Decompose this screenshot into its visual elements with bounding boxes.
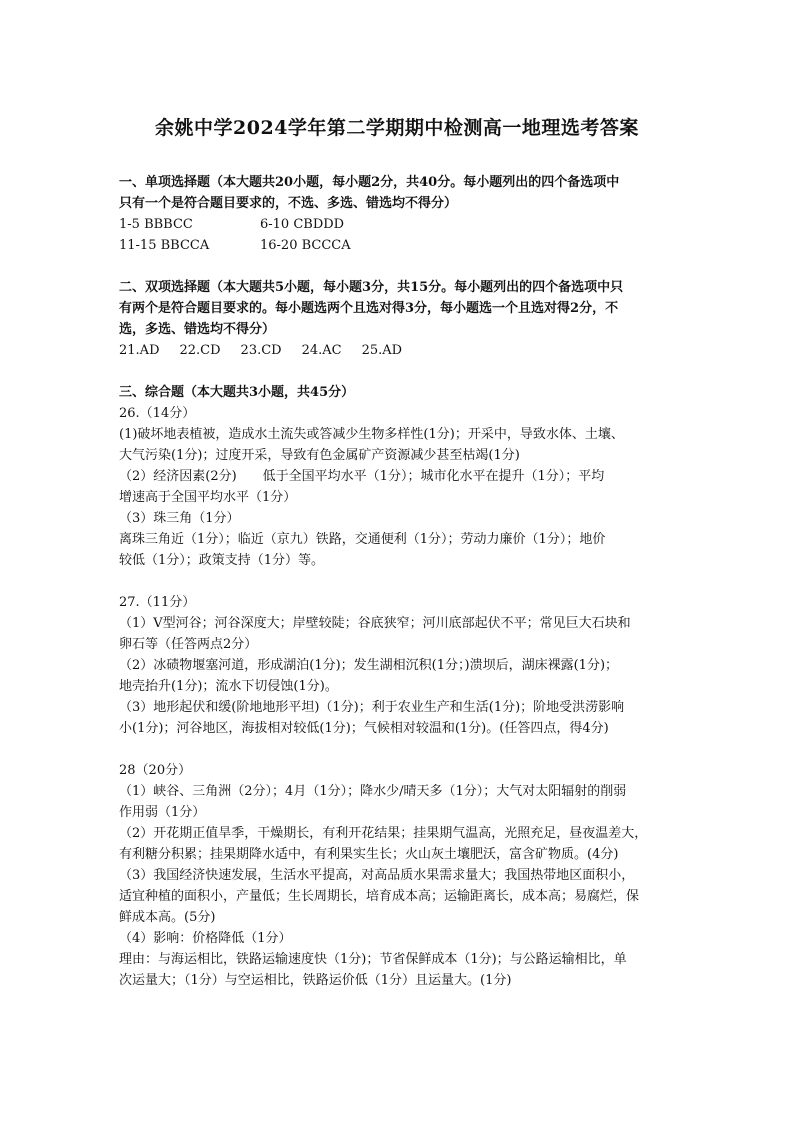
answer-item: 24.AC bbox=[301, 343, 342, 358]
section-comprehensive bbox=[119, 382, 684, 991]
answer-row bbox=[119, 340, 684, 361]
q26-line: 增速高于全国平均水平（1分） bbox=[119, 490, 297, 505]
q26-line: （2）经济因素(2分) 低于全国平均水平（1分）；城市化水平在提升（1分）；平均 bbox=[119, 469, 605, 484]
section1-heading-line-2: 只有一个是符合题目要求的，不选、多选、错选均不得分） bbox=[119, 196, 458, 211]
answer-group: 11-15 BBCCA bbox=[119, 238, 210, 253]
answer-item: 22.CD bbox=[179, 343, 221, 358]
q27-line: 地壳抬升(1分)；流水下切侵蚀(1分)。 bbox=[119, 679, 338, 694]
q28-line: 理由：与海运相比，铁路运输速度快（1分)；节省保鲜成本（1分)；与公路运输相比，单 bbox=[119, 952, 627, 967]
q26-line: 大气污染(1分)；过度开采，导致有色金属矿产资源减少甚至枯竭(1分) bbox=[119, 448, 520, 463]
section2-heading-line-1: 二、双项选择题（本大题共5小题，每小题3分，共15分。每小题列出的四个备选项中只 bbox=[119, 280, 624, 295]
q28-line: （1）峡谷、三角洲（2分）；4月（1分）；降水少/晴天多（1分）；大气对太阳辐射的削弱 bbox=[119, 784, 627, 799]
answer-item: 25.AD bbox=[361, 343, 403, 358]
q27-line: 小(1分)；河谷地区，海拔相对较低(1分)；气候相对较温和(1分)。(任答四点，得4分) bbox=[119, 721, 609, 736]
answer-row bbox=[119, 235, 684, 256]
q26-line: (1)破坏地表植被，造成水土流失或答减少生物多样性(1分)；开采中，导致水体、土壤、 bbox=[119, 427, 624, 442]
question-28 bbox=[119, 760, 684, 991]
q28-line: （3）我国经济快速发展，生活水平提高，对高品质水果需求量大；我国热带地区面积小， bbox=[119, 868, 635, 883]
q28-line: （2）开花期正值旱季，干燥期长，有利开花结果；挂果期气温高，光照充足，昼夜温差大， bbox=[119, 826, 648, 841]
q27-line: （3）地形起伏和缓(阶地地形平坦)（1分)；利于农业生产和生活(1分)；阶地受洪涝影响 bbox=[119, 700, 625, 715]
q26-line: 较低（1分）；政策支持（1分）等。 bbox=[119, 553, 325, 568]
q27-line: 卵石等（任答两点2分） bbox=[119, 637, 258, 652]
q27-line: 27.（11分） bbox=[119, 595, 196, 610]
q26-line: （3）珠三角（1分） bbox=[119, 511, 240, 526]
question-26 bbox=[119, 403, 684, 571]
answer-content bbox=[119, 172, 684, 991]
section2-heading-line-3: 选，多选、错选均不得分） bbox=[119, 322, 276, 337]
section-single-choice bbox=[119, 172, 684, 256]
q28-line: 适宜种植的面积小，产量低；生长周期长，培育成本高；运输距离长，成本高；易腐烂，保 bbox=[119, 889, 640, 904]
q27-line: （1）V型河谷；河谷深度大；岸壁较陡；谷底狭窄；河川底部起伏不平；常见巨大石块和 bbox=[119, 616, 631, 631]
page-title: 余姚中学2024学年第二学期期中检测高一地理选考答案 bbox=[155, 117, 639, 139]
section2-heading-line-2: 有两个是符合题目要求的。每小题选两个且选对得3分，每小题选一个且选对得2分，不 bbox=[119, 301, 619, 316]
q28-line: 28（20分） bbox=[119, 763, 192, 778]
q28-line: 次运量大；（1分）与空运相比，铁路运价低（1分）且运量大。(1分) bbox=[119, 973, 512, 988]
q26-line: 离珠三角近（1分）；临近（京九）铁路，交通便利（1分）；劳动力廉价（1分）；地价 bbox=[119, 532, 606, 547]
q27-line: （2）冰碛物堰塞河道，形成湖泊(1分)；发生湖相沉积(1分；)溃坝后，湖床裸露(1分)； bbox=[119, 658, 619, 673]
section-double-choice bbox=[119, 277, 684, 361]
question-27 bbox=[119, 592, 684, 739]
answer-group: 6-10 CBDDD bbox=[260, 217, 345, 232]
q28-line: （4）影响：价格降低（1分） bbox=[119, 931, 292, 946]
section3-heading: 三、综合题（本大题共3小题，共45分） bbox=[119, 385, 355, 400]
answer-row bbox=[119, 214, 684, 235]
answer-item: 23.CD bbox=[240, 343, 282, 358]
q28-line: 鲜成本高。(5分) bbox=[119, 910, 216, 925]
answer-item: 21.AD bbox=[119, 343, 160, 358]
q28-line: 有利糖分积累；挂果期降水适中，有利果实生长；火山灰土壤肥沃，富含矿物质。(4分) bbox=[119, 847, 619, 862]
q28-line: 作用弱（1分） bbox=[119, 805, 206, 820]
section1-heading-line-1: 一、单项选择题（本大题共20小题，每小题2分，共40分。每小题列出的四个备选项中 bbox=[119, 175, 620, 190]
answer-group: 1-5 BBBCC bbox=[119, 217, 193, 232]
answer-group: 16-20 BCCCA bbox=[260, 238, 351, 253]
q26-line: 26.（14分） bbox=[119, 406, 196, 421]
